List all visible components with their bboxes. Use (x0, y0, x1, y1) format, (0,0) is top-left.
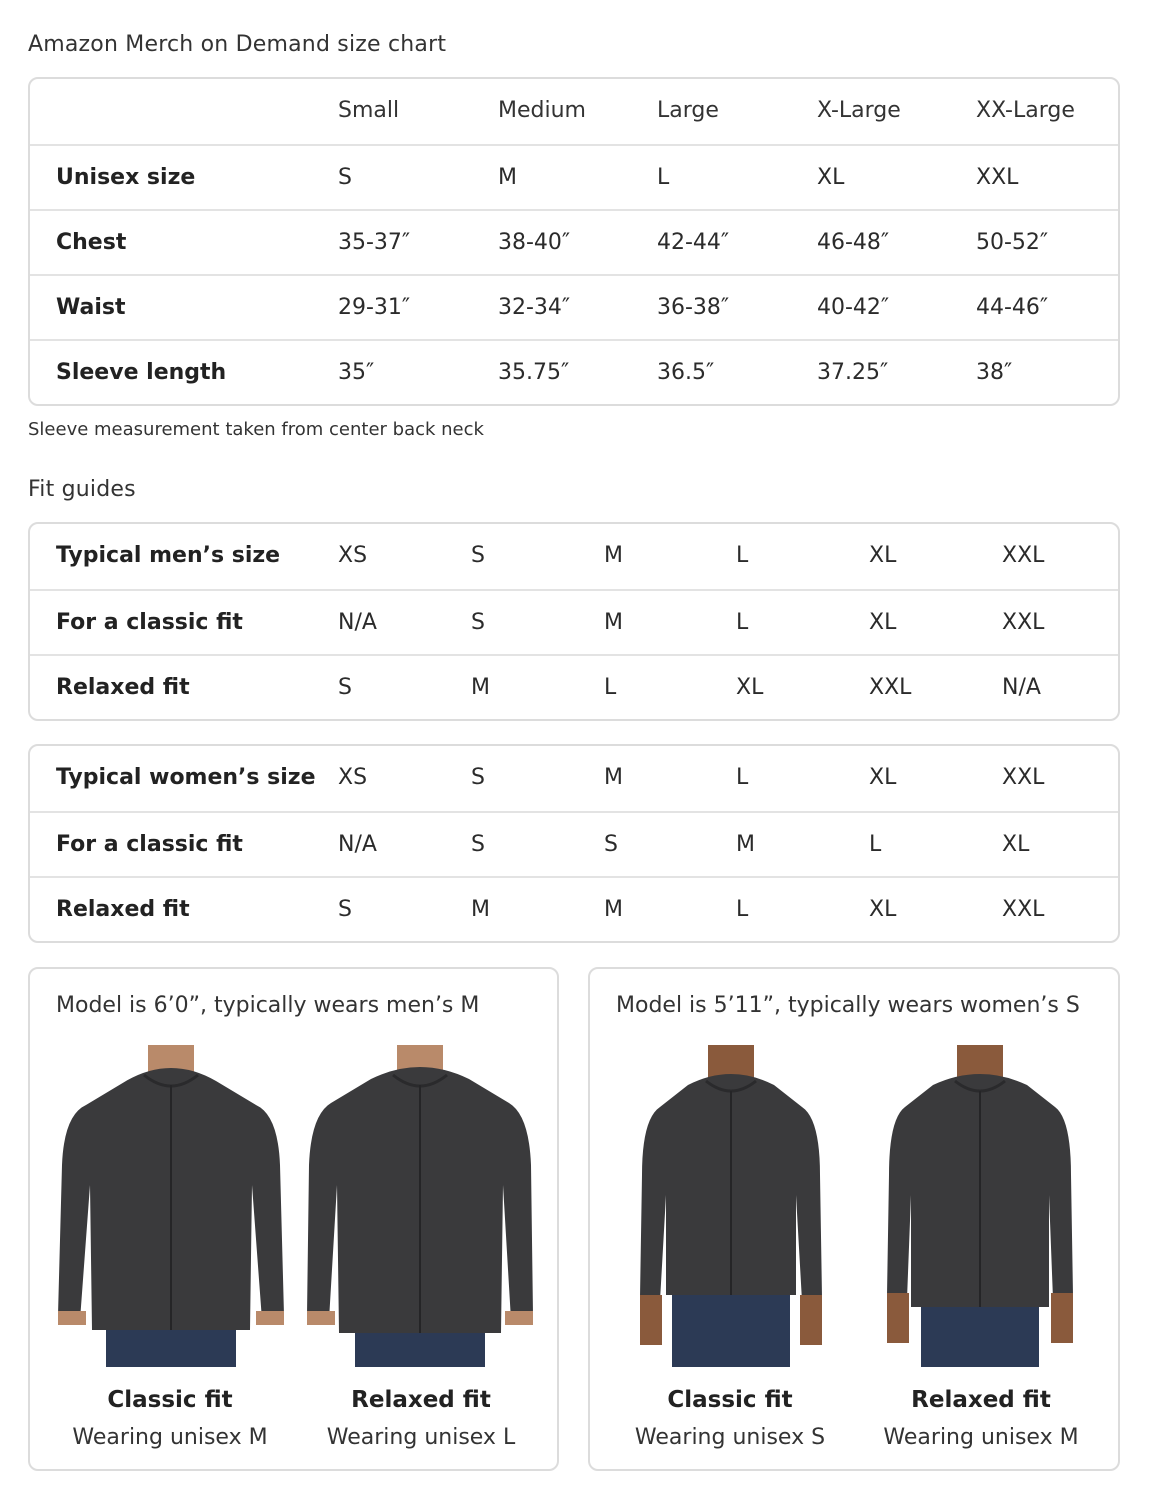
column-header: XX-Large (976, 98, 1075, 123)
table-cell: 36-38″ (657, 295, 730, 320)
row-label: Relaxed fit (56, 675, 190, 700)
row-label: For a classic fit (56, 832, 243, 857)
table-cell: L (604, 675, 617, 700)
table-cell: XL (869, 610, 897, 635)
womens-fit-guide-table (28, 744, 1120, 943)
fit-name: Relaxed fit (911, 1387, 1051, 1413)
table-cell: M (736, 832, 755, 857)
table-cell: XL (1002, 832, 1030, 857)
wearing-size: Wearing unisex M (883, 1425, 1079, 1450)
column-header: Medium (498, 98, 586, 123)
table-cell: 36.5″ (657, 360, 715, 385)
row-label: Sleeve length (56, 360, 227, 385)
table-cell: L (736, 610, 749, 635)
table-cell: M (604, 897, 623, 922)
table-cell: XXL (1002, 765, 1045, 790)
table-cell: 50-52″ (976, 230, 1049, 255)
wearing-size: Wearing unisex L (326, 1425, 516, 1450)
fit-guides-title: Fit guides (28, 477, 136, 502)
table-cell: XL (869, 765, 897, 790)
table-row (30, 524, 1118, 589)
table-row (30, 144, 1118, 209)
table-cell: 37.25″ (817, 360, 889, 385)
table-cell: XL (817, 165, 845, 190)
table-cell: L (736, 543, 749, 568)
model-title: Model is 5’11”, typically wears women’s S (616, 993, 1080, 1018)
table-row (30, 339, 1118, 404)
fit-name: Relaxed fit (351, 1387, 491, 1413)
table-cell: S (471, 765, 485, 790)
table-row (30, 274, 1118, 339)
table-cell: S (338, 897, 352, 922)
mens-model-card (28, 967, 559, 1471)
table-cell: XXL (1002, 897, 1045, 922)
table-cell: 29-31″ (338, 295, 411, 320)
table-cell: N/A (1002, 675, 1041, 700)
table-row (30, 589, 1118, 654)
table-cell: S (338, 675, 352, 700)
table-cell: N/A (338, 610, 377, 635)
table-cell: S (338, 165, 352, 190)
table-cell: XXL (1002, 610, 1045, 635)
woman-classic-fit-image (616, 1045, 846, 1367)
row-label: Typical men’s size (56, 543, 281, 568)
row-label: For a classic fit (56, 610, 243, 635)
table-cell: XL (736, 675, 764, 700)
table-cell: L (736, 897, 749, 922)
column-header: X-Large (817, 98, 901, 123)
table-cell: L (869, 832, 882, 857)
table-cell: XXL (869, 675, 912, 700)
table-cell: 42-44″ (657, 230, 730, 255)
table-cell: S (471, 610, 485, 635)
man-classic-fit-image (56, 1045, 286, 1367)
table-cell: XS (338, 765, 368, 790)
table-cell: M (498, 165, 517, 190)
table-row (30, 876, 1118, 941)
wearing-size: Wearing unisex S (634, 1425, 826, 1450)
table-cell: N/A (338, 832, 377, 857)
size-chart-table (28, 77, 1120, 406)
table-cell: XL (869, 543, 897, 568)
wearing-size: Wearing unisex M (72, 1425, 268, 1450)
model-title: Model is 6’0”, typically wears men’s M (56, 993, 480, 1018)
table-cell: M (604, 765, 623, 790)
table-cell: 32-34″ (498, 295, 571, 320)
table-cell: L (736, 765, 749, 790)
table-cell: 35″ (338, 360, 375, 385)
table-cell: M (471, 897, 490, 922)
column-header: Small (338, 98, 400, 123)
table-header-row (30, 79, 1118, 144)
table-cell: S (471, 832, 485, 857)
row-label: Unisex size (56, 165, 196, 190)
table-cell: 38″ (976, 360, 1013, 385)
table-cell: 46-48″ (817, 230, 890, 255)
row-label: Relaxed fit (56, 897, 190, 922)
fit-name: Classic fit (107, 1387, 233, 1413)
table-row (30, 654, 1118, 719)
table-cell: S (604, 832, 618, 857)
size-chart-title: Amazon Merch on Demand size chart (28, 32, 447, 57)
fit-name: Classic fit (667, 1387, 793, 1413)
table-row (30, 746, 1118, 811)
table-cell: XS (338, 543, 368, 568)
table-cell: L (657, 165, 670, 190)
womens-model-card (588, 967, 1120, 1471)
table-cell: S (471, 543, 485, 568)
row-label: Chest (56, 230, 127, 255)
table-cell: 35.75″ (498, 360, 570, 385)
table-cell: M (471, 675, 490, 700)
table-cell: 38-40″ (498, 230, 571, 255)
mens-fit-guide-table (28, 522, 1120, 721)
table-row (30, 811, 1118, 876)
man-relaxed-fit-image (305, 1045, 535, 1367)
row-label: Typical women’s size (56, 765, 316, 790)
table-cell: XL (869, 897, 897, 922)
table-cell: M (604, 610, 623, 635)
table-cell: M (604, 543, 623, 568)
table-row (30, 209, 1118, 274)
table-cell: 40-42″ (817, 295, 890, 320)
table-cell: 35-37″ (338, 230, 411, 255)
row-label: Waist (56, 295, 126, 320)
woman-relaxed-fit-image (865, 1045, 1095, 1367)
table-cell: 44-46″ (976, 295, 1049, 320)
column-header: Large (657, 98, 719, 123)
table-cell: XXL (976, 165, 1019, 190)
table-cell: XXL (1002, 543, 1045, 568)
sleeve-note: Sleeve measurement taken from center back neck (28, 419, 484, 440)
